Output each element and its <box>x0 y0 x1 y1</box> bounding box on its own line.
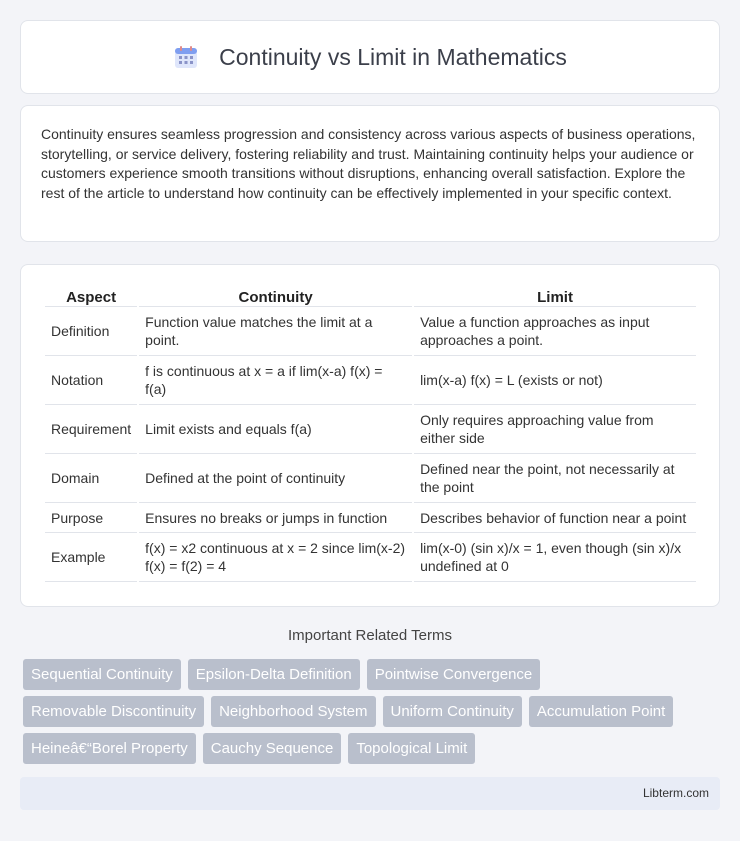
cell-continuity: Limit exists and equals f(a) <box>139 405 412 454</box>
cell-aspect: Example <box>45 533 137 582</box>
cell-continuity: Ensures no breaks or jumps in function <box>139 503 412 533</box>
cell-limit: lim(x-a) f(x) = L (exists or not) <box>414 356 696 405</box>
chip-row <box>23 733 723 764</box>
cell-continuity: Defined at the point of continuity <box>139 454 412 503</box>
term-chip[interactable]: Uniform Continuity <box>383 696 522 727</box>
chip-row <box>23 659 723 690</box>
calendar-icon <box>173 44 199 70</box>
table-row <box>45 405 696 454</box>
cell-continuity: f(x) = x2 continuous at x = 2 since lim(x-2) f(x) = f(2) = 4 <box>139 533 412 582</box>
comparison-card <box>20 264 720 607</box>
term-chip[interactable]: Accumulation Point <box>529 696 673 727</box>
table-row <box>45 503 696 533</box>
footer-site-link[interactable]: Libterm.com <box>642 786 709 800</box>
title-card <box>20 20 720 94</box>
related-terms <box>23 659 723 770</box>
term-chip[interactable]: Epsilon-Delta Definition <box>188 659 360 690</box>
term-chip[interactable]: Neighborhood System <box>211 696 375 727</box>
table-header-row <box>45 285 696 307</box>
table-row <box>45 454 696 503</box>
cell-continuity: Function value matches the limit at a point. <box>139 307 412 356</box>
table-row <box>45 307 696 356</box>
footer <box>20 777 720 810</box>
table-row <box>45 356 696 405</box>
term-chip[interactable]: Heineâ€“Borel Property <box>23 733 196 764</box>
table-row <box>45 533 696 582</box>
cell-aspect: Notation <box>45 356 137 405</box>
cell-aspect: Purpose <box>45 503 137 533</box>
intro-card <box>20 105 720 242</box>
chip-row <box>23 696 723 727</box>
term-chip[interactable]: Cauchy Sequence <box>203 733 342 764</box>
cell-limit: Describes behavior of function near a point <box>414 503 696 533</box>
intro-paragraph: Continuity ensures seamless progression and consistency across various aspects of business operations, storytelling, or service delivery, fostering reliability and trust. Maintaining continuity helps your audience or customers experience smooth transitions without disruptions, enhancing overall satisfaction. Explore the rest of the article to understand how continuity can be effectively implemented in your specific context. <box>41 126 696 201</box>
header-continuity: Continuity <box>139 285 412 307</box>
header-limit: Limit <box>414 285 696 307</box>
term-chip[interactable]: Topological Limit <box>348 733 475 764</box>
page-title: Continuity vs Limit in Mathematics <box>219 43 567 70</box>
cell-limit: Only requires approaching value from either side <box>414 405 696 454</box>
header-aspect: Aspect <box>45 285 137 307</box>
related-terms-title: Important Related Terms <box>288 627 452 644</box>
term-chip[interactable]: Removable Discontinuity <box>23 696 204 727</box>
cell-aspect: Domain <box>45 454 137 503</box>
cell-limit: Value a function approaches as input approaches a point. <box>414 307 696 356</box>
cell-continuity: f is continuous at x = a if lim(x-a) f(x) = f(a) <box>139 356 412 405</box>
cell-aspect: Definition <box>45 307 137 356</box>
cell-limit: Defined near the point, not necessarily at the point <box>414 454 696 503</box>
term-chip[interactable]: Pointwise Convergence <box>367 659 541 690</box>
comparison-table <box>43 285 698 582</box>
cell-aspect: Requirement <box>45 405 137 454</box>
cell-limit: lim(x-0) (sin x)/x = 1, even though (sin x)/x undefined at 0 <box>414 533 696 582</box>
term-chip[interactable]: Sequential Continuity <box>23 659 181 690</box>
